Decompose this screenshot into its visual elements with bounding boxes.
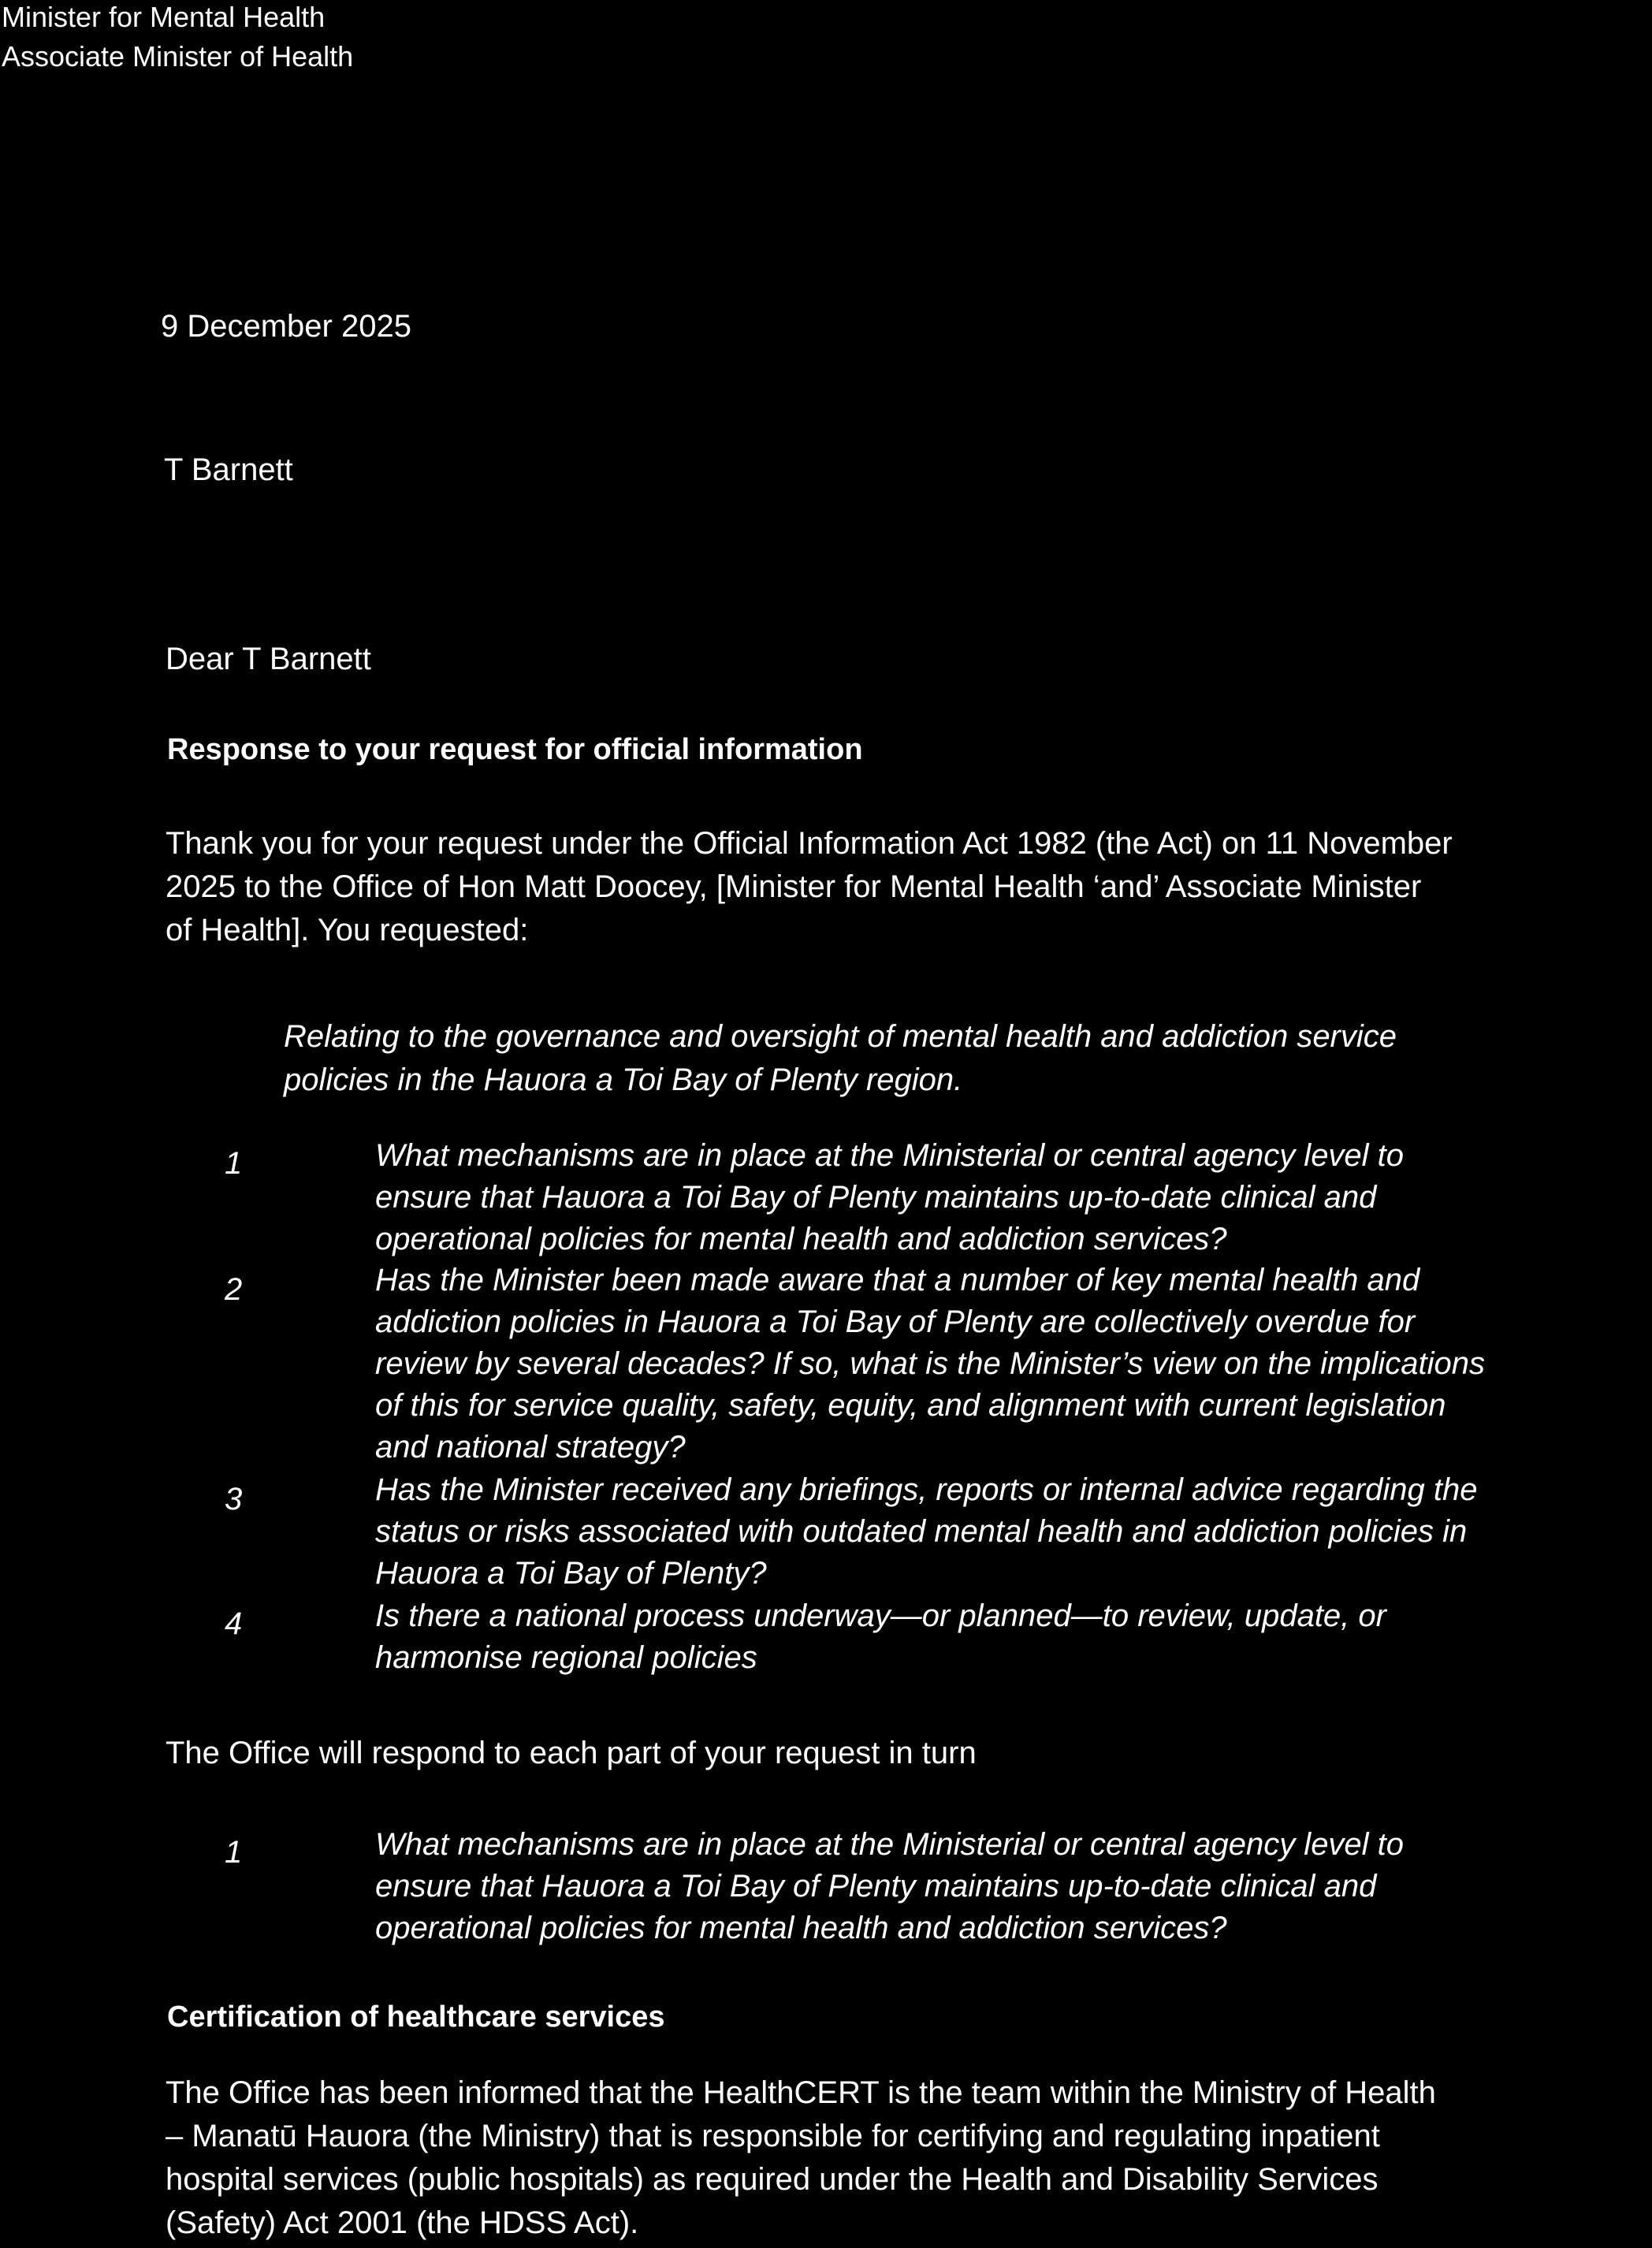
section-line: (Safety) Act 2001 (the HDSS Act).	[166, 2205, 639, 2240]
question-number: 4	[225, 1606, 243, 1641]
section-heading: Certification of healthcare services	[167, 2000, 665, 2034]
question-line: addiction policies in Hauora a Toi Bay of Plenty are collectively overdue for	[375, 1305, 1416, 1339]
question-number: 3	[225, 1482, 243, 1517]
intro-line: of Health]. You requested:	[166, 913, 529, 947]
subject-heading: Response to your request for official information	[167, 733, 863, 766]
question-number: 1	[225, 1835, 243, 1870]
question-number: 2	[225, 1272, 243, 1307]
letter-date: 9 December 2025	[161, 309, 411, 344]
question-line: harmonise regional policies	[375, 1640, 757, 1675]
question-text	[375, 1469, 1644, 1595]
question-line: operational policies for mental health and addiction services?	[375, 1222, 1227, 1256]
question-line: What mechanisms are in place at the Ministerial or central agency level to	[375, 1827, 1405, 1862]
question-text	[375, 1824, 1644, 1949]
question-line: ensure that Hauora a Toi Bay of Plenty maintains up-to-date clinical and	[375, 1869, 1377, 1904]
respond-intro: The Office will respond to each part of your request in turn	[166, 1736, 977, 1770]
section-line: The Office has been informed that the HealthCERT is the team within the Ministry of Health	[166, 2075, 1436, 2110]
section-line: – Manatū Hauora (the Ministry) that is responsible for certifying and regulating inpatient	[166, 2119, 1380, 2153]
question-line: of this for service quality, safety, equity, and alignment with current legislation	[375, 1388, 1446, 1423]
question-line: status or risks associated with outdated mental health and addiction policies in	[375, 1514, 1468, 1549]
question-text	[375, 1260, 1644, 1468]
letterhead-subtitle: Associate Minister of Health	[2, 40, 354, 73]
intro-line: 2025 to the Office of Hon Matt Doocey, [Minister for Mental Health ‘and’ Associate Minister	[166, 869, 1422, 904]
section-line: hospital services (public hospitals) as required under the Health and Disability Services	[166, 2162, 1379, 2197]
question-line: and national strategy?	[375, 1430, 686, 1465]
context-line: Relating to the governance and oversight of mental health and addiction service	[284, 1019, 1397, 1054]
salutation: Dear T Barnett	[166, 642, 371, 676]
context-line: policies in the Hauora a Toi Bay of Plenty region.	[284, 1063, 963, 1097]
intro-line: Thank you for your request under the Official Information Act 1982 (the Act) on 11 November	[166, 826, 1453, 861]
question-line: review by several decades? If so, what is the Minister’s view on the implications	[375, 1346, 1486, 1381]
question-line: ensure that Hauora a Toi Bay of Plenty maintains up-to-date clinical and	[375, 1180, 1377, 1215]
question-line: Is there a national process underway—or planned—to review, update, or	[375, 1599, 1386, 1633]
question-line: Hauora a Toi Bay of Plenty?	[375, 1556, 767, 1591]
question-line: Has the Minister received any briefings, reports or internal advice regarding the	[375, 1472, 1478, 1507]
question-text	[375, 1135, 1644, 1260]
letterhead-title: Minister for Mental Health	[2, 1, 326, 33]
question-line: What mechanisms are in place at the Ministerial or central agency level to	[375, 1138, 1405, 1173]
section-paragraph	[166, 2071, 1647, 2245]
question-text	[375, 1595, 1644, 1679]
recipient-name: T Barnett	[164, 452, 293, 487]
question-line: Has the Minister been made aware that a number of key mental health and	[375, 1263, 1420, 1297]
question-line: operational policies for mental health and addiction services?	[375, 1911, 1227, 1945]
intro-paragraph	[166, 822, 1647, 952]
request-context	[284, 1015, 1624, 1102]
question-number: 1	[225, 1146, 243, 1181]
